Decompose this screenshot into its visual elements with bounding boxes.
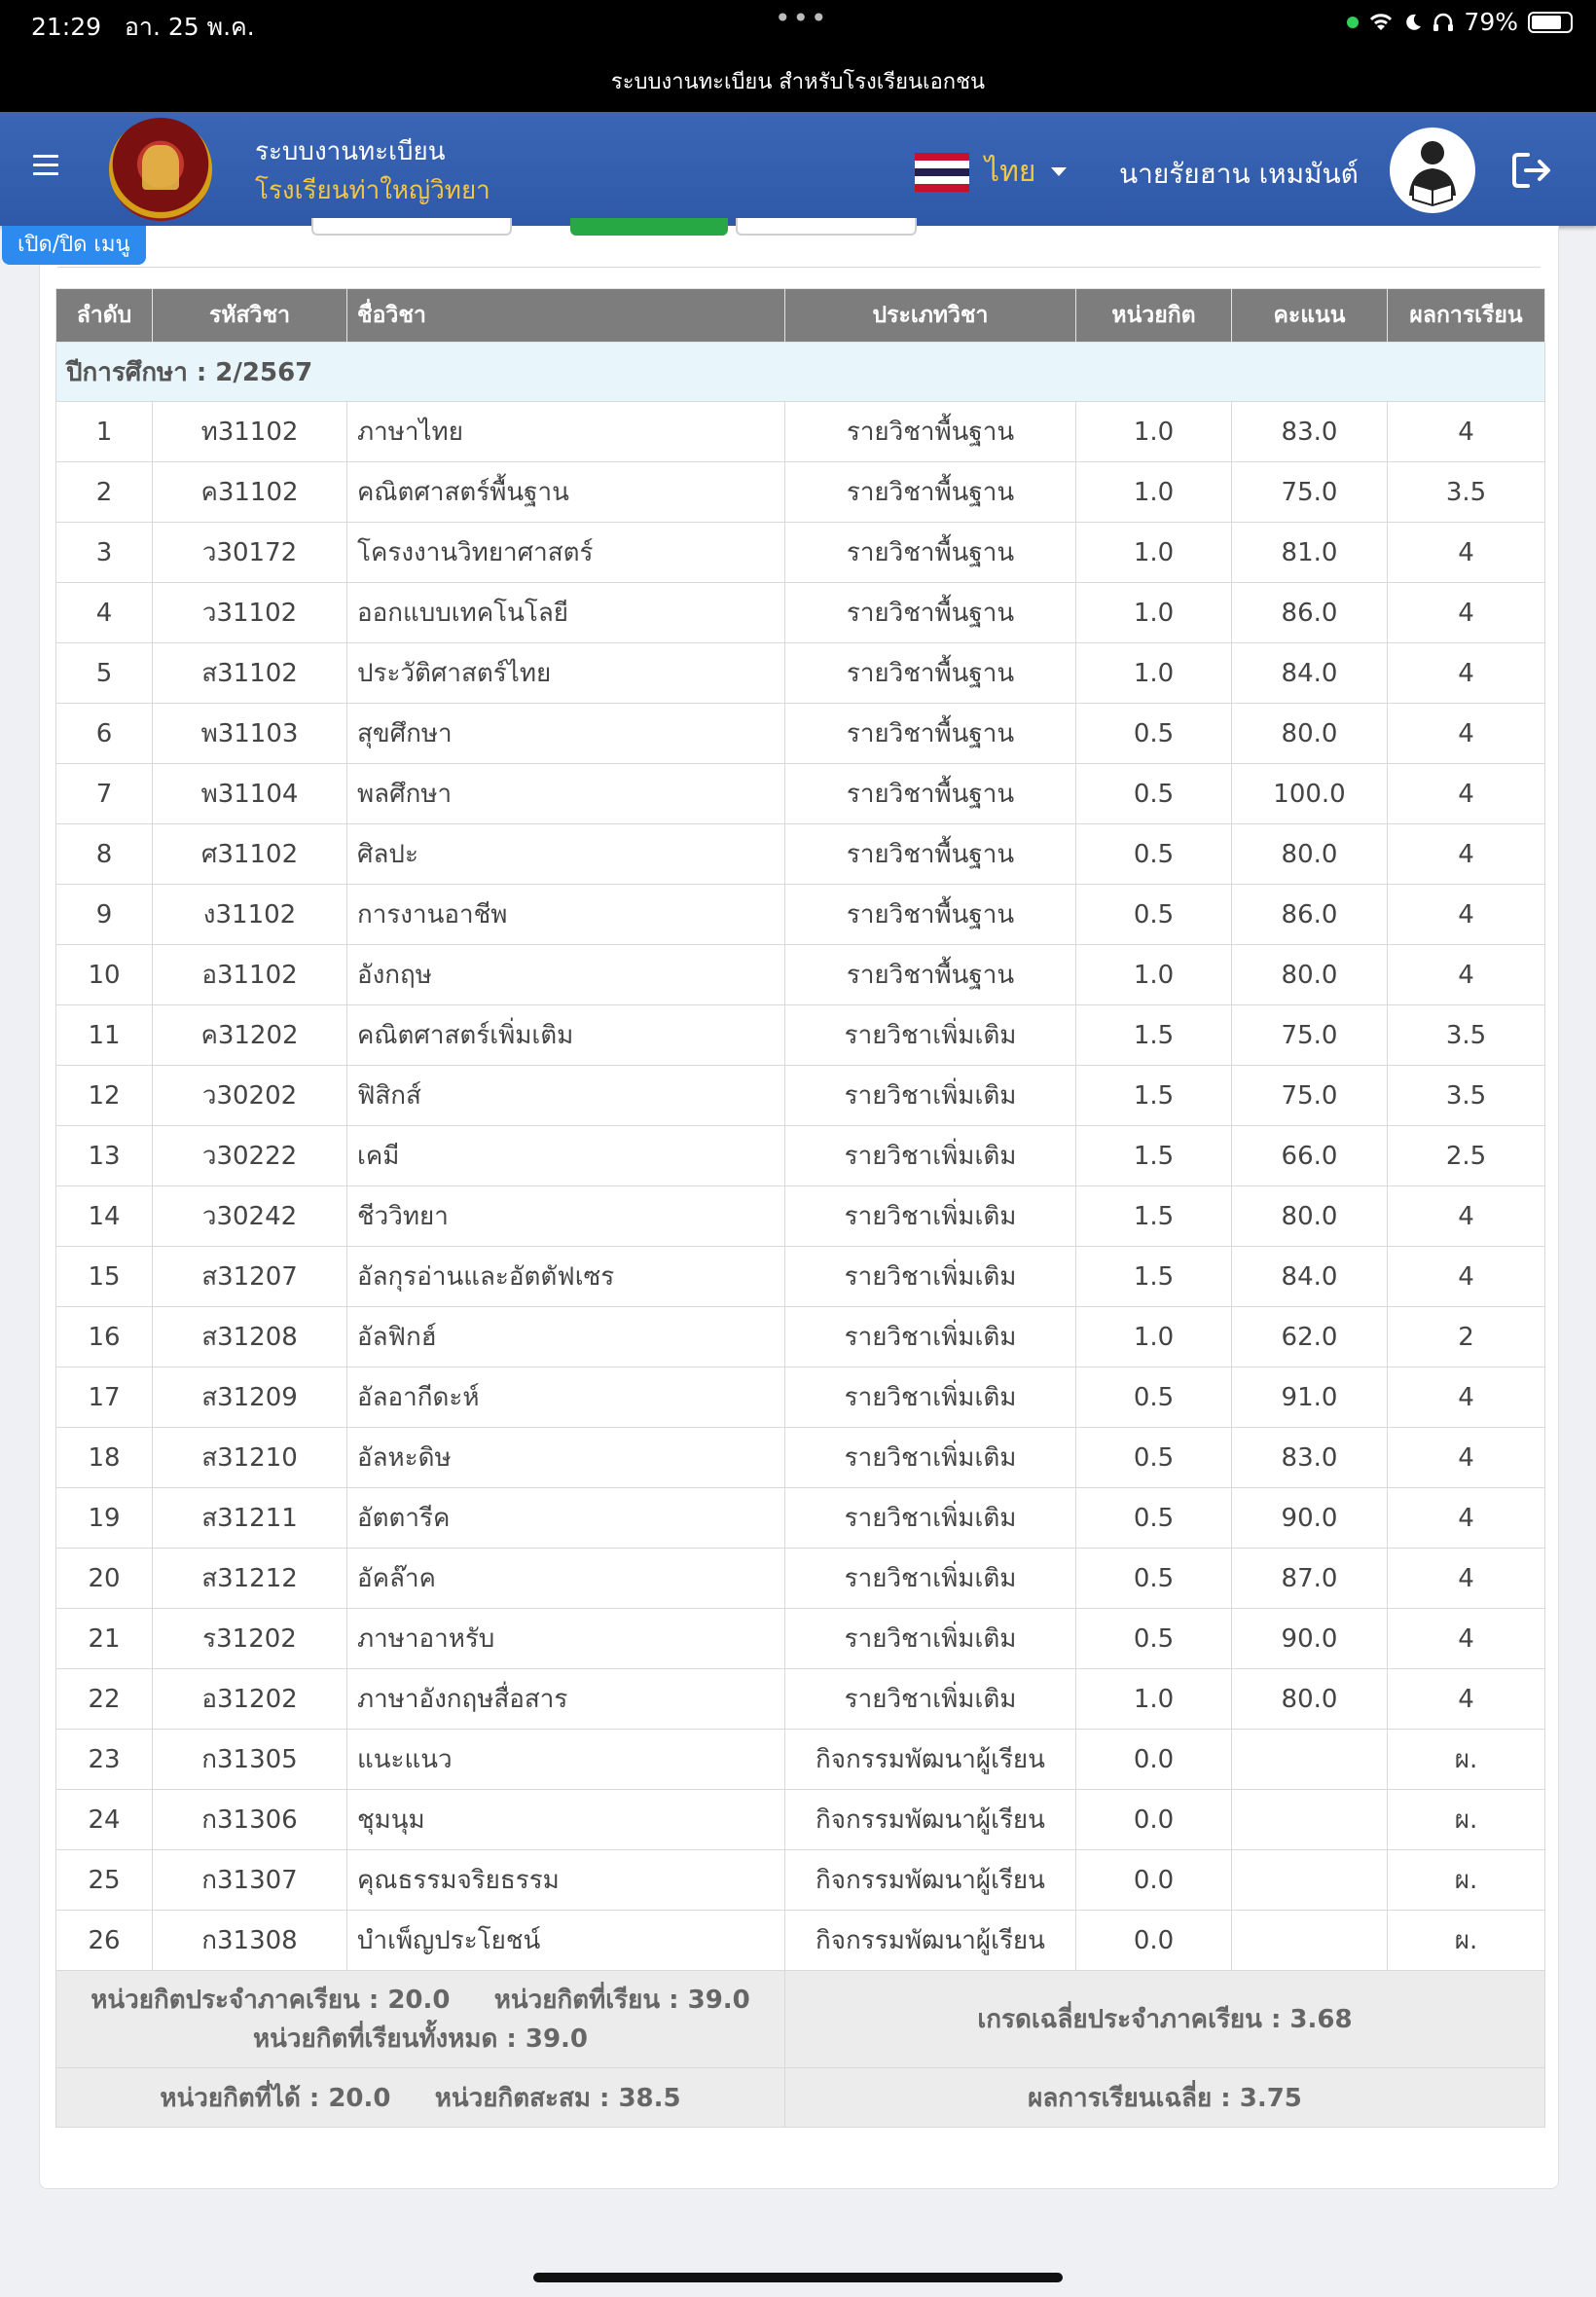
cell-name: ชีววิทยา: [347, 1186, 785, 1247]
cell-name: คุณธรรมจริยธรรม: [347, 1850, 785, 1911]
table-row: [56, 462, 1545, 523]
table-row: [56, 885, 1545, 945]
partial-button[interactable]: [736, 218, 917, 236]
moon-icon: [1403, 13, 1423, 32]
cell-grade: 4: [1388, 824, 1545, 885]
battery-icon: [1528, 12, 1573, 33]
cell-score: 81.0: [1232, 523, 1388, 583]
cell-grade: 4: [1388, 704, 1545, 764]
column-header: รหัสวิชา: [153, 289, 347, 343]
cell-score: [1232, 1911, 1388, 1971]
cell-no: 25: [56, 1850, 153, 1911]
grades-table: [55, 288, 1545, 2128]
credits-studied: หน่วยกิตที่เรียน : 39.0: [493, 1985, 750, 2015]
cell-code: ส31212: [153, 1549, 347, 1609]
cell-no: 22: [56, 1669, 153, 1730]
cell-no: 21: [56, 1609, 153, 1669]
table-row: [56, 643, 1545, 704]
cell-code: ว30202: [153, 1066, 347, 1126]
wifi-icon: [1368, 13, 1394, 32]
table-row: [56, 1005, 1545, 1066]
cell-no: 1: [56, 402, 153, 462]
cell-credit: 1.5: [1076, 1126, 1232, 1186]
cell-grade: 3.5: [1388, 462, 1545, 523]
column-header: ประเภทวิชา: [785, 289, 1076, 343]
cell-score: 86.0: [1232, 583, 1388, 643]
cell-grade: 4: [1388, 402, 1545, 462]
table-row: [56, 1126, 1545, 1186]
cell-no: 23: [56, 1730, 153, 1790]
cell-score: 87.0: [1232, 1549, 1388, 1609]
cell-name: อัคล๊าค: [347, 1549, 785, 1609]
cell-credit: 0.5: [1076, 1428, 1232, 1488]
cell-code: ก31306: [153, 1790, 347, 1850]
cell-name: ภาษาไทย: [347, 402, 785, 462]
cell-no: 14: [56, 1186, 153, 1247]
cell-type: กิจกรรมพัฒนาผู้เรียน: [785, 1911, 1076, 1971]
cell-credit: 0.5: [1076, 1549, 1232, 1609]
thai-flag-icon: [915, 153, 969, 192]
cell-grade: 4: [1388, 764, 1545, 824]
term-credits: หน่วยกิตประจำภาคเรียน : 20.0: [91, 1985, 451, 2015]
cell-type: รายวิชาพื้นฐาน: [785, 462, 1076, 523]
cell-grade: 4: [1388, 945, 1545, 1005]
cell-grade: 4: [1388, 1549, 1545, 1609]
cell-name: ภาษาอาหรับ: [347, 1609, 785, 1669]
cell-score: 75.0: [1232, 1066, 1388, 1126]
term-gpa: เกรดเฉลี่ยประจำภาคเรียน : 3.68: [785, 1971, 1545, 2068]
cell-credit: 0.5: [1076, 1367, 1232, 1428]
cell-no: 7: [56, 764, 153, 824]
table-row: [56, 1669, 1545, 1730]
cell-name: อัลฟิกฮ์: [347, 1307, 785, 1367]
cell-code: ง31102: [153, 885, 347, 945]
cell-grade: 4: [1388, 1488, 1545, 1549]
table-header-row: [56, 289, 1545, 343]
cell-no: 24: [56, 1790, 153, 1850]
cell-name: อัลอากีดะห์: [347, 1367, 785, 1428]
cell-credit: 0.0: [1076, 1790, 1232, 1850]
cell-grade: 4: [1388, 1367, 1545, 1428]
credits-earned: หน่วยกิตที่ได้ : 20.0: [160, 2083, 391, 2113]
cell-grade: 4: [1388, 583, 1545, 643]
cell-name: ชุมนุม: [347, 1790, 785, 1850]
cell-grade: 2: [1388, 1307, 1545, 1367]
cell-code: ก31307: [153, 1850, 347, 1911]
school-name: โรงเรียนท่าใหญ่วิทยา: [255, 176, 490, 205]
cell-credit: 0.0: [1076, 1730, 1232, 1790]
cell-no: 9: [56, 885, 153, 945]
cell-name: โครงงานวิทยาศาสตร์: [347, 523, 785, 583]
cell-no: 12: [56, 1066, 153, 1126]
cell-code: อ31102: [153, 945, 347, 1005]
table-row: [56, 1790, 1545, 1850]
cell-no: 2: [56, 462, 153, 523]
status-clock: 21:29: [31, 13, 102, 41]
cell-type: รายวิชาเพิ่มเติม: [785, 1005, 1076, 1066]
table-row: [56, 1066, 1545, 1126]
cell-type: รายวิชาพื้นฐาน: [785, 945, 1076, 1005]
status-date: อา. 25 พ.ค.: [124, 13, 255, 41]
cell-name: สุขศึกษา: [347, 704, 785, 764]
cell-no: 11: [56, 1005, 153, 1066]
cell-name: อัตตารีค: [347, 1488, 785, 1549]
cell-credit: 1.5: [1076, 1005, 1232, 1066]
table-row: [56, 1428, 1545, 1488]
cell-grade: 4: [1388, 1186, 1545, 1247]
cell-code: ว30172: [153, 523, 347, 583]
summary-row: [56, 1971, 1545, 2068]
academic-year-row: [56, 343, 1545, 402]
summary-row: [56, 2068, 1545, 2128]
cell-code: ว30242: [153, 1186, 347, 1247]
table-row: [56, 1488, 1545, 1549]
table-row: [56, 402, 1545, 462]
status-indicators: [1347, 8, 1573, 36]
cell-type: รายวิชาเพิ่มเติม: [785, 1488, 1076, 1549]
cell-score: 80.0: [1232, 704, 1388, 764]
cell-code: ว30222: [153, 1126, 347, 1186]
cell-type: รายวิชาเพิ่มเติม: [785, 1066, 1076, 1126]
cell-name: อัลกุรอ่านและอัตตัฟเซร: [347, 1247, 785, 1307]
cell-code: พ31104: [153, 764, 347, 824]
cell-type: รายวิชาเพิ่มเติม: [785, 1186, 1076, 1247]
cell-name: ศิลปะ: [347, 824, 785, 885]
cell-grade: 4: [1388, 1609, 1545, 1669]
column-header: ผลการเรียน: [1388, 289, 1545, 343]
cell-code: ส31211: [153, 1488, 347, 1549]
cell-code: อ31202: [153, 1669, 347, 1730]
table-row: [56, 1307, 1545, 1367]
cell-type: รายวิชาเพิ่มเติม: [785, 1307, 1076, 1367]
partial-button[interactable]: [570, 218, 728, 236]
cell-score: 84.0: [1232, 643, 1388, 704]
cell-grade: 4: [1388, 885, 1545, 945]
cell-name: ออกแบบเทคโนโลยี: [347, 583, 785, 643]
cell-code: พ31103: [153, 704, 347, 764]
table-row: [56, 764, 1545, 824]
cell-credit: 0.5: [1076, 704, 1232, 764]
cell-code: ว31102: [153, 583, 347, 643]
cell-credit: 1.0: [1076, 523, 1232, 583]
cell-type: รายวิชาเพิ่มเติม: [785, 1126, 1076, 1186]
cell-code: ท31102: [153, 402, 347, 462]
column-header: ชื่อวิชา: [347, 289, 785, 343]
cell-score: [1232, 1730, 1388, 1790]
cell-score: 80.0: [1232, 1669, 1388, 1730]
table-row: [56, 1609, 1545, 1669]
cell-code: ก31305: [153, 1730, 347, 1790]
cell-code: ส31210: [153, 1428, 347, 1488]
cell-name: การงานอาชีพ: [347, 885, 785, 945]
cell-score: 83.0: [1232, 402, 1388, 462]
cell-no: 8: [56, 824, 153, 885]
cell-score: [1232, 1790, 1388, 1850]
cell-type: กิจกรรมพัฒนาผู้เรียน: [785, 1850, 1076, 1911]
cell-no: 26: [56, 1911, 153, 1971]
cell-no: 10: [56, 945, 153, 1005]
partial-button[interactable]: [311, 218, 512, 236]
user-name[interactable]: นายรัยฮาน เหมมันต์: [1119, 158, 1359, 190]
cell-score: 75.0: [1232, 1005, 1388, 1066]
cell-type: รายวิชาพื้นฐาน: [785, 764, 1076, 824]
cell-grade: 4: [1388, 1669, 1545, 1730]
cell-grade: 2.5: [1388, 1126, 1545, 1186]
cell-type: รายวิชาพื้นฐาน: [785, 704, 1076, 764]
cell-score: 80.0: [1232, 824, 1388, 885]
cell-grade: 4: [1388, 523, 1545, 583]
column-header: ลำดับ: [56, 289, 153, 343]
cell-code: ส31207: [153, 1247, 347, 1307]
cell-grade: ผ.: [1388, 1790, 1545, 1850]
academic-year-label: ปีการศึกษา : 2/2567: [56, 343, 1545, 402]
cell-no: 5: [56, 643, 153, 704]
cell-name: บำเพ็ญประโยชน์: [347, 1911, 785, 1971]
battery-percent: 79%: [1464, 8, 1518, 36]
divider: [57, 267, 1541, 268]
cell-type: รายวิชาพื้นฐาน: [785, 885, 1076, 945]
cell-credit: 1.0: [1076, 462, 1232, 523]
cell-credit: 1.0: [1076, 1307, 1232, 1367]
school-logo: [109, 118, 212, 221]
cell-credit: 1.5: [1076, 1186, 1232, 1247]
logout-icon[interactable]: [1508, 147, 1555, 194]
table-row: [56, 1549, 1545, 1609]
cell-no: 13: [56, 1126, 153, 1186]
cell-type: กิจกรรมพัฒนาผู้เรียน: [785, 1730, 1076, 1790]
cell-code: ส31208: [153, 1307, 347, 1367]
cell-name: ประวัติศาสตร์ไทย: [347, 643, 785, 704]
chevron-down-icon: [1051, 167, 1067, 176]
cell-no: 15: [56, 1247, 153, 1307]
cell-score: 84.0: [1232, 1247, 1388, 1307]
table-row: [56, 704, 1545, 764]
cell-grade: ผ.: [1388, 1911, 1545, 1971]
status-time: [31, 8, 255, 47]
cell-no: 16: [56, 1307, 153, 1367]
cell-grade: 4: [1388, 643, 1545, 704]
system-name: ระบบงานทะเบียน: [255, 137, 446, 166]
cell-credit: 1.0: [1076, 643, 1232, 704]
cell-grade: 3.5: [1388, 1066, 1545, 1126]
table-row: [56, 945, 1545, 1005]
cell-no: 17: [56, 1367, 153, 1428]
cell-type: รายวิชาพื้นฐาน: [785, 824, 1076, 885]
cell-score: 90.0: [1232, 1488, 1388, 1549]
cell-grade: 4: [1388, 1247, 1545, 1307]
table-row: [56, 824, 1545, 885]
language-label: ไทย: [985, 155, 1036, 189]
cell-type: กิจกรรมพัฒนาผู้เรียน: [785, 1790, 1076, 1850]
cell-credit: 0.0: [1076, 1850, 1232, 1911]
cell-score: 90.0: [1232, 1609, 1388, 1669]
cell-no: 20: [56, 1549, 153, 1609]
table-row: [56, 583, 1545, 643]
cell-type: รายวิชาพื้นฐาน: [785, 583, 1076, 643]
cell-credit: 1.0: [1076, 402, 1232, 462]
average-gpa: ผลการเรียนเฉลี่ย : 3.75: [785, 2068, 1545, 2128]
cell-name: คณิตศาสตร์พื้นฐาน: [347, 462, 785, 523]
cell-name: เคมี: [347, 1126, 785, 1186]
cell-code: ส31209: [153, 1367, 347, 1428]
cell-code: ร31202: [153, 1609, 347, 1669]
cell-type: รายวิชาเพิ่มเติม: [785, 1669, 1076, 1730]
table-row: [56, 1850, 1545, 1911]
headphones-icon: [1433, 13, 1454, 32]
accumulated-credits: หน่วยกิตสะสม : 38.5: [434, 2083, 681, 2113]
cell-credit: 0.5: [1076, 1609, 1232, 1669]
cell-credit: 1.5: [1076, 1247, 1232, 1307]
cell-score: 75.0: [1232, 462, 1388, 523]
cell-type: รายวิชาเพิ่มเติม: [785, 1609, 1076, 1669]
cell-name: ภาษาอังกฤษสื่อสาร: [347, 1669, 785, 1730]
reader-avatar-icon: [1390, 128, 1475, 213]
cell-no: 19: [56, 1488, 153, 1549]
cell-type: รายวิชาเพิ่มเติม: [785, 1549, 1076, 1609]
table-row: [56, 1367, 1545, 1428]
cell-type: รายวิชาพื้นฐาน: [785, 523, 1076, 583]
cell-code: ส31102: [153, 643, 347, 704]
cell-score: [1232, 1850, 1388, 1911]
cell-score: 62.0: [1232, 1307, 1388, 1367]
cell-name: คณิตศาสตร์เพิ่มเติม: [347, 1005, 785, 1066]
cell-score: 80.0: [1232, 945, 1388, 1005]
cell-score: 100.0: [1232, 764, 1388, 824]
total-credits-studied: หน่วยกิตที่เรียนทั้งหมด : 39.0: [252, 2024, 589, 2054]
column-header: คะแนน: [1232, 289, 1388, 343]
cell-type: รายวิชาเพิ่มเติม: [785, 1428, 1076, 1488]
cell-score: 86.0: [1232, 885, 1388, 945]
cell-type: รายวิชาเพิ่มเติม: [785, 1247, 1076, 1307]
hamburger-menu-icon[interactable]: [33, 155, 58, 176]
language-selector[interactable]: [915, 149, 1067, 195]
cell-score: 91.0: [1232, 1367, 1388, 1428]
cell-name: พลศึกษา: [347, 764, 785, 824]
cell-credit: 1.0: [1076, 583, 1232, 643]
table-row: [56, 1186, 1545, 1247]
status-bar: [0, 0, 1596, 112]
column-header: หน่วยกิต: [1076, 289, 1232, 343]
cell-type: รายวิชาพื้นฐาน: [785, 643, 1076, 704]
cell-credit: 0.5: [1076, 885, 1232, 945]
cell-score: 66.0: [1232, 1126, 1388, 1186]
cell-credit: 0.5: [1076, 1488, 1232, 1549]
table-row: [56, 1730, 1545, 1790]
cell-no: 6: [56, 704, 153, 764]
cell-credit: 1.0: [1076, 1669, 1232, 1730]
cell-credit: 0.5: [1076, 824, 1232, 885]
menu-toggle-button[interactable]: เปิด/ปิด เมนู: [2, 226, 146, 265]
cell-code: ศ31102: [153, 824, 347, 885]
cell-no: 3: [56, 523, 153, 583]
user-avatar[interactable]: [1390, 128, 1475, 213]
summary-credits-cell: [56, 1971, 785, 2068]
cell-credit: 0.5: [1076, 764, 1232, 824]
cell-name: แนะแนว: [347, 1730, 785, 1790]
cell-score: 80.0: [1232, 1186, 1388, 1247]
cell-name: อังกฤษ: [347, 945, 785, 1005]
cell-code: ค31202: [153, 1005, 347, 1066]
browser-page-title: ระบบงานทะเบียน สำหรับโรงเรียนเอกชน: [610, 70, 986, 94]
table-row: [56, 523, 1545, 583]
cell-type: รายวิชาเพิ่มเติม: [785, 1367, 1076, 1428]
cell-grade: ผ.: [1388, 1850, 1545, 1911]
cell-name: อัลหะดิษ: [347, 1428, 785, 1488]
table-row: [56, 1247, 1545, 1307]
table-row: [56, 1911, 1545, 1971]
cell-credit: 1.0: [1076, 945, 1232, 1005]
cell-no: 18: [56, 1428, 153, 1488]
multitask-dots-icon[interactable]: •••: [775, 2, 829, 34]
grades-card: [39, 226, 1559, 2189]
camera-indicator-icon: [1347, 17, 1359, 28]
cell-no: 4: [56, 583, 153, 643]
top-navbar: [0, 112, 1596, 226]
cell-credit: 1.5: [1076, 1066, 1232, 1126]
cell-grade: 4: [1388, 1428, 1545, 1488]
cell-name: ฟิสิกส์: [347, 1066, 785, 1126]
cell-grade: ผ.: [1388, 1730, 1545, 1790]
home-indicator[interactable]: [533, 2273, 1063, 2282]
cell-type: รายวิชาพื้นฐาน: [785, 402, 1076, 462]
cell-code: ค31102: [153, 462, 347, 523]
cell-code: ก31308: [153, 1911, 347, 1971]
summary-earned-cell: [56, 2068, 785, 2128]
cell-credit: 0.0: [1076, 1911, 1232, 1971]
cell-grade: 3.5: [1388, 1005, 1545, 1066]
cell-score: 83.0: [1232, 1428, 1388, 1488]
